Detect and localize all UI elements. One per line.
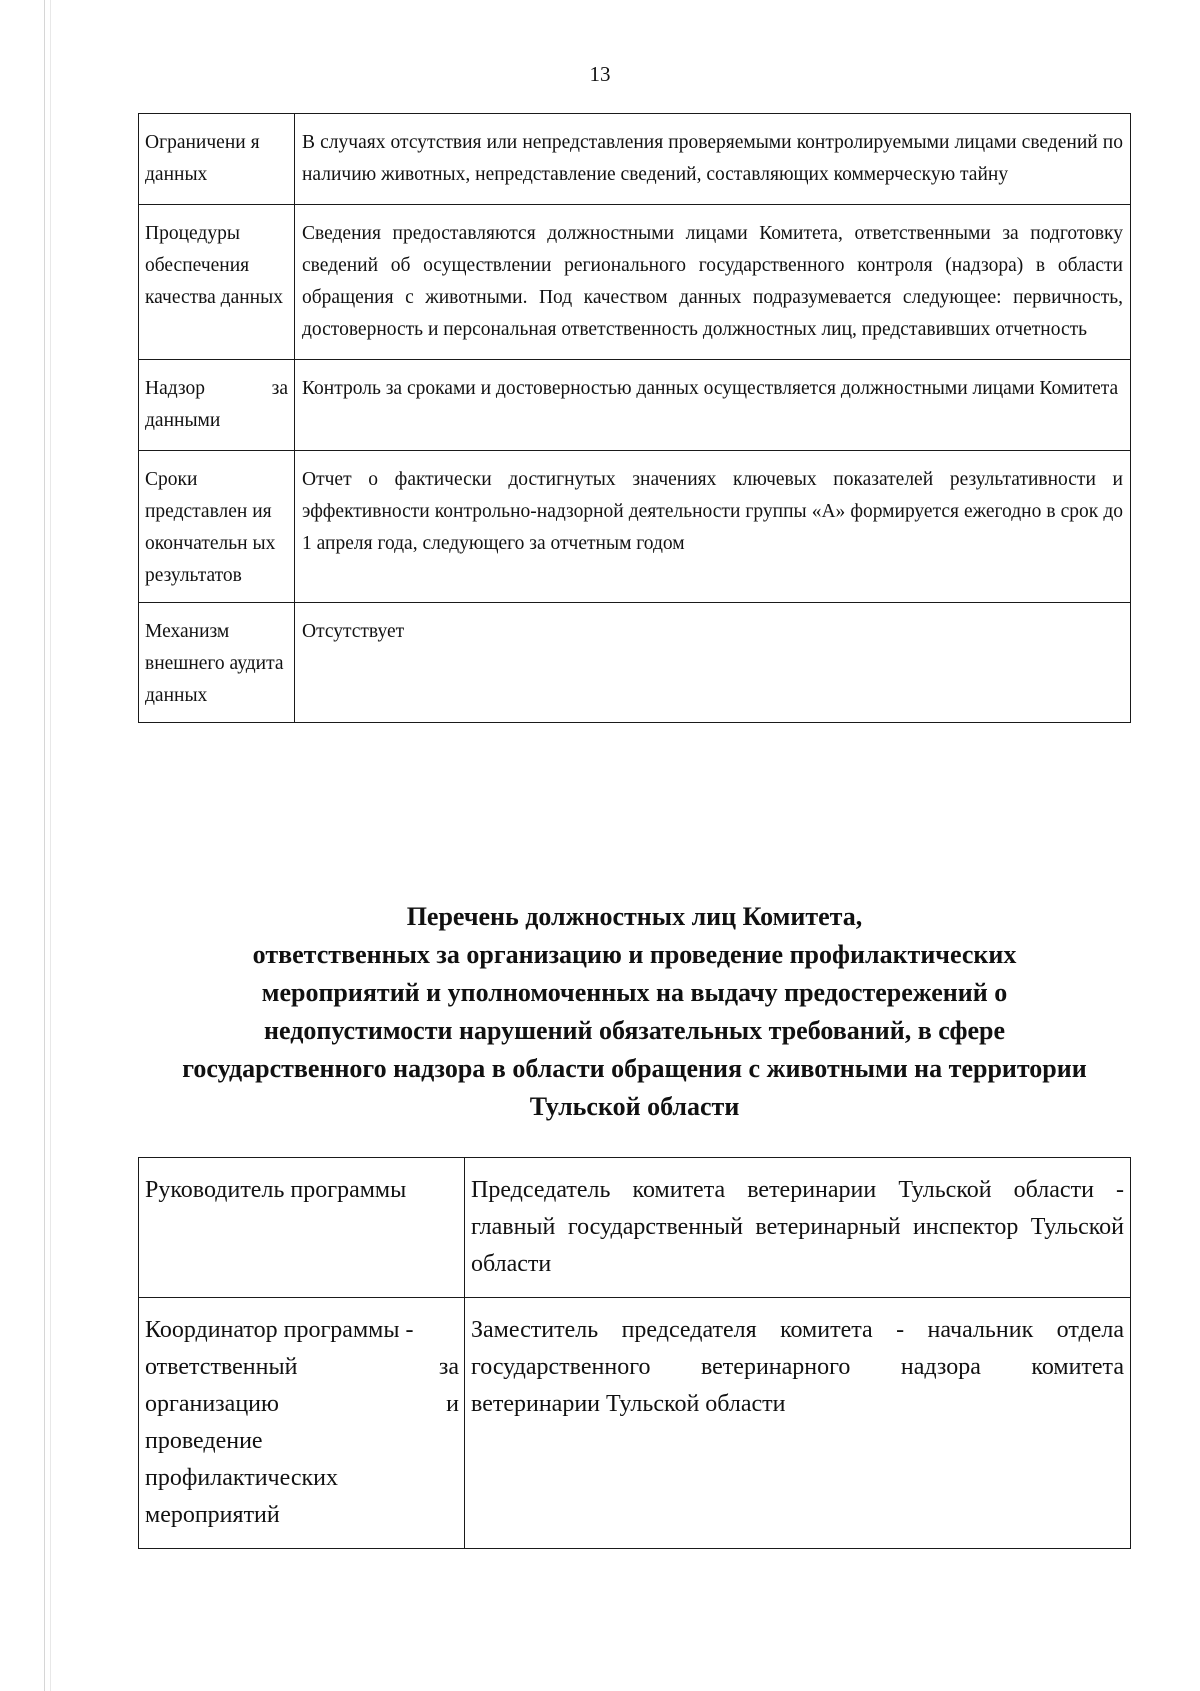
heading-line: мероприятий и уполномоченных на выдачу предостережений о xyxy=(261,978,1008,1007)
binding-edge-line xyxy=(44,0,45,1691)
label-word: Надзор xyxy=(145,378,205,399)
row-value-quality-procedures: Сведения предоставляются должностными лицами Комитета, ответственными за подготовку сведений об осуществлении регионального государственного контроля (надзора) в области обращения с животными. Под качеством данных подразумевается следующее: первичность, достоверность и персональная ответственность должностных лиц, представивших отчетность xyxy=(295,205,1131,360)
label-line xyxy=(145,1386,459,1423)
label-word: ответственный xyxy=(145,1354,298,1380)
row-value-data-supervision: Контроль за сроками и достоверностью данных осуществляется должностными лицами Комитета xyxy=(295,360,1131,451)
label-line xyxy=(145,1349,459,1386)
row-value-final-results-deadline: Отчет о фактически достигнутых значениях ключевых показателей результативности и эффективности контрольно-надзорной деятельности группы «А» формируется ежегодно в срок до 1 апреля года, следующего за отчетным годом xyxy=(295,451,1131,603)
label-word: данными xyxy=(145,410,221,431)
label-word: за xyxy=(271,378,288,399)
heading-line: Перечень должностных лиц Комитета, xyxy=(406,902,863,931)
table-row xyxy=(139,360,1131,451)
label-word: и xyxy=(446,1391,459,1417)
row-label-program-coordinator xyxy=(139,1298,465,1549)
row-label-data-limitations: Ограничени я данных xyxy=(139,114,295,205)
label-word: за xyxy=(438,1354,459,1380)
heading-line: государственного надзора в области обращения с животными на территории xyxy=(182,1054,1087,1083)
responsible-officials-table xyxy=(138,1157,1131,1549)
row-label-external-audit: Механизм внешнего аудита данных xyxy=(139,603,295,723)
heading-line: недопустимости нарушений обязательных требований, в сфере xyxy=(264,1016,1005,1045)
binding-edge-line xyxy=(50,0,51,1691)
label-line: мероприятий xyxy=(145,1502,280,1528)
label-word: организацию xyxy=(145,1391,279,1417)
row-label-program-head: Руководитель программы xyxy=(139,1158,465,1298)
section-heading xyxy=(138,898,1131,1126)
table-row xyxy=(139,1158,1131,1298)
table-row xyxy=(139,603,1131,723)
row-value-program-coordinator: Заместитель председателя комитета - начальник отдела государственного ветеринарного надзора комитета ветеринарии Тульской области xyxy=(465,1298,1131,1549)
label-line: профилактических xyxy=(145,1465,339,1491)
table-row xyxy=(139,114,1131,205)
label-line: Координатор программы - xyxy=(145,1317,414,1343)
table-row xyxy=(139,1298,1131,1549)
table-row xyxy=(139,451,1131,603)
table-row xyxy=(139,205,1131,360)
row-value-data-limitations: В случаях отсутствия или непредставления проверяемыми контролируемыми лицами сведений по наличию животных, непредставление сведений, составляющих коммерческую тайну xyxy=(295,114,1131,205)
row-value-external-audit: Отсутствует xyxy=(295,603,1131,723)
row-label-final-results-deadline: Сроки представлен ия окончательн ых результатов xyxy=(139,451,295,603)
heading-line: Тульской области xyxy=(529,1092,740,1121)
row-label-data-supervision xyxy=(139,360,295,451)
row-label-quality-procedures: Процедуры обеспечения качества данных xyxy=(139,205,295,360)
page-number: 13 xyxy=(589,62,611,86)
row-value-program-head: Председатель комитета ветеринарии Тульской области - главный государственный ветеринарный инспектор Тульской области xyxy=(465,1158,1131,1298)
label-line: проведение xyxy=(145,1428,263,1454)
data-quality-table xyxy=(138,113,1131,723)
heading-line: ответственных за организацию и проведение профилактических xyxy=(252,940,1017,969)
